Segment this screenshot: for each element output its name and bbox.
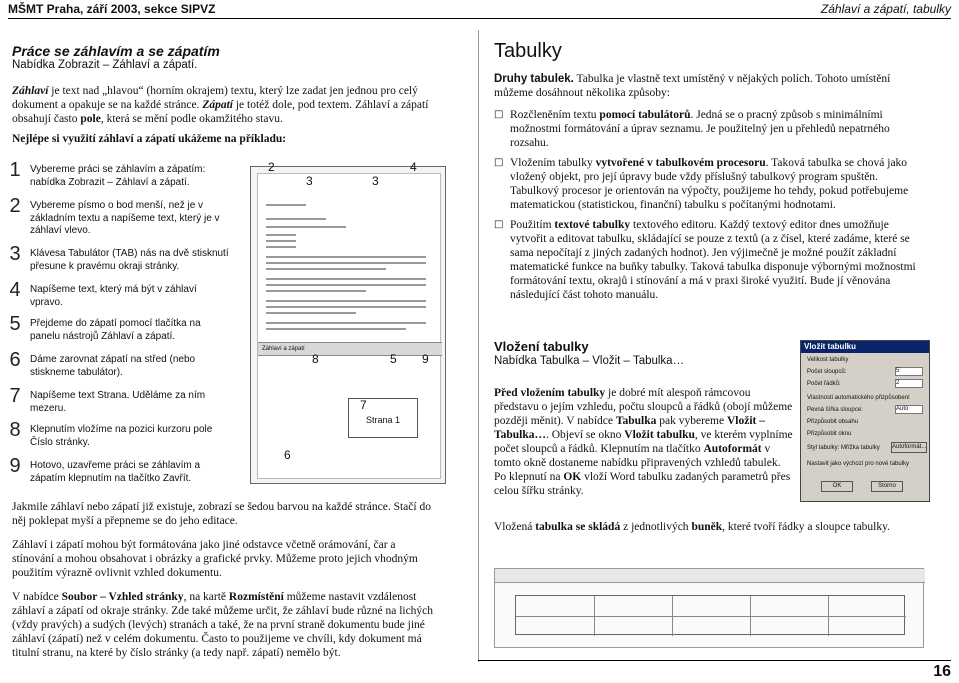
dialog-title: Vložit tabulku <box>801 341 929 353</box>
dialog-autofit-label: Vlastnosti automatického přizpůsobení <box>807 395 910 401</box>
intro-paragraph: Záhlaví je text nad „hlavou“ (horním okrajem) textu, který lze zadat jen jednou pro celý dokument a opakuje se na každé stránce. Zápatí je totéž dole, pod textem. Záhlaví a zápatí obsahují často pole, která se mění podle okamžitého stavu. <box>12 85 429 125</box>
rows-input[interactable]: 2 <box>895 379 923 388</box>
autoformat-button[interactable]: Autoformát... <box>891 442 927 453</box>
header-left: MŠMT Praha, září 2003, sekce SIPVZ <box>8 2 216 16</box>
left-column-top <box>12 44 436 152</box>
marker-4: 4 <box>410 160 417 174</box>
dialog-size-label: Velikost tabulky <box>807 357 849 363</box>
marker-6: 6 <box>284 448 291 462</box>
dialog-style-label: Styl tabulky: Mřížka tabulky <box>807 445 880 451</box>
marker-7: 7 <box>360 398 367 412</box>
radio-fixed-width[interactable]: Pevná šířka sloupce: <box>807 407 863 413</box>
table-grid <box>515 595 905 635</box>
dialog-rows-label: Počet řádků: <box>807 381 841 387</box>
header-footer-toolbar: Záhlaví a zápatí <box>258 342 442 356</box>
radio-fit-content[interactable]: Přizpůsobit obsahu <box>807 419 859 425</box>
menu-path-tabulka: Nabídka Tabulka – Vložit – Tabulka… <box>494 355 685 367</box>
header-rule <box>8 18 951 19</box>
marker-5: 5 <box>390 352 397 366</box>
cancel-button[interactable]: Storno <box>871 481 903 492</box>
bullet-icon: □ <box>494 109 504 120</box>
left-column-bottom <box>12 500 436 666</box>
bullet-icon: □ <box>494 219 504 230</box>
header-right: Záhlaví a zápatí, tabulky <box>820 2 951 16</box>
right-column-top <box>494 40 924 308</box>
columns-input[interactable]: 5 <box>895 367 923 376</box>
insert-table-dialog <box>800 340 930 502</box>
footer-rule <box>478 660 951 661</box>
section-title-vlozeni: Vložení tabulky <box>494 339 589 354</box>
paragraph-before-insert: Před vložením tabulky je dobré mít alespoň rámcovou představu o jejím vzhledu, počtu sloupců a řádků (obojí můžeme později měnit). V nabídce Tabulka pak vybereme Vložit – Tabulka…. Objeví se okno Vložit tabulku, ve kterém vyplníme počet sloupců a řádků. Klepnutím na tlačítko Autoformát v tomto okně dostaneme nabídku připravených vzhledů tabulek. Po klepnutí na OK vloží Word tabulku zadaných parametrů přes celou šířku stránky. <box>494 387 793 497</box>
insert-table-section <box>494 340 794 498</box>
tables-intro: Druhy tabulek. Tabulka je vlastně text umístěný v nějakých polích. Tohoto umístění můžeme dosáhnout několika způsoby: <box>494 73 891 99</box>
ok-button[interactable]: OK <box>821 481 853 492</box>
table-screenshot <box>494 568 924 648</box>
bullet-tabulators: □ Rozčleněním textu pomocí tabulátorů. Jedná se o pracný způsob s minimálními možnostmi formátování a úprav seznamu. Je použitelný jen u přehledů nepatrného rozsahu. <box>494 109 890 149</box>
example-heading: Nejlépe si využití záhlaví a zápatí ukážeme na příkladu: <box>12 133 287 145</box>
bullet-icon: □ <box>494 157 504 168</box>
marker-3b: 3 <box>372 174 379 188</box>
section-title-zahlavi: Práce se záhlavím a se zápatím <box>12 43 220 59</box>
marker-8: 8 <box>312 352 319 366</box>
menu-path-zahlavi: Nabídka Zobrazit – Záhlaví a zápatí. <box>12 59 198 71</box>
footer-page-number-box: Strana 1 <box>348 398 418 438</box>
marker-3a: 3 <box>306 174 313 188</box>
bullet-spreadsheet: □ Vložením tabulky vytvořené v tabulkovém procesoru. Taková tabulka se chová jako vložený objekt, pro její úpravy bude vždy příslušný tabulkový program spuštěn. Tabulkový procesor je orientován na výpočty, použijeme ho tehdy, pokud potřebujeme matematickou (statistickou, finanční) tabulku s počítanými hodnotami. <box>494 157 909 211</box>
paragraph-formatting: Záhlaví i zápatí mohou být formátována jako jiné odstavce včetně orámování, čar a stínování a mohou obsahovat i obrázky a grafické prvky. Můžeme proto jejich vhodným použitím výrazně ovlivnit vzhled dokumentu. <box>12 539 418 579</box>
paragraph-page-setup: V nabídce Soubor – Vzhled stránky, na kartě Rozmístění můžeme nastavit vzdálenost záhlaví a zápatí od okraje stránky. Zde také můžeme určit, že záhlaví bude různé na lichých (vždy pravých) a sudých (levých) stranách a také, že na první straně dokumentu bude jiné záhlaví (zápatí) než v celém dokumentu. Často to použijeme ve chvíli, kdy dokument má titulní stranu, na které by číslo stránky (a tedy např. zápatí) nemělo být. <box>12 591 434 659</box>
column-divider <box>478 30 479 662</box>
table-caption: Vložená tabulka se skládá z jednotlivých buněk, které tvoří řádky a sloupce tabulky. <box>494 521 890 533</box>
ruler-toolbar <box>495 569 925 583</box>
paragraph-existing: Jakmile záhlaví nebo zápatí již existuje, zobrazí se šedou barvou na každé stránce. Stačí do něj poklepat myší a přepneme se do jeho editace. <box>12 501 431 527</box>
checkbox-default[interactable]: Nastavit jako výchozí pro nové tabulky <box>807 461 910 467</box>
fixed-width-input[interactable]: Auto <box>895 405 923 414</box>
marker-9: 9 <box>422 352 429 366</box>
marker-2: 2 <box>268 160 275 174</box>
page-number: 16 <box>933 663 951 680</box>
bullet-text-table: □ Použitím textové tabulky textového editoru. Každý textový editor dnes umožňuje vytvořit a editovat tabulku, skládající se pouze z textů (a z čísel, které zadáme, které se sama nepočítají z jiných zadaných hodnot). Jen výjimečně je možné použít základní matematické funkce na buňky tabulky. Taková tabulka disponuje výbornými možnostmi formátování textu, okrajů i stínování a má v praxi široké využití. Bude jí věnována následující část tohoto manuálu. <box>494 219 916 301</box>
dialog-cols-label: Počet sloupců: <box>807 369 847 375</box>
radio-fit-window[interactable]: Přizpůsobit oknu <box>807 431 852 437</box>
section-title-tabulky: Tabulky <box>494 40 562 62</box>
